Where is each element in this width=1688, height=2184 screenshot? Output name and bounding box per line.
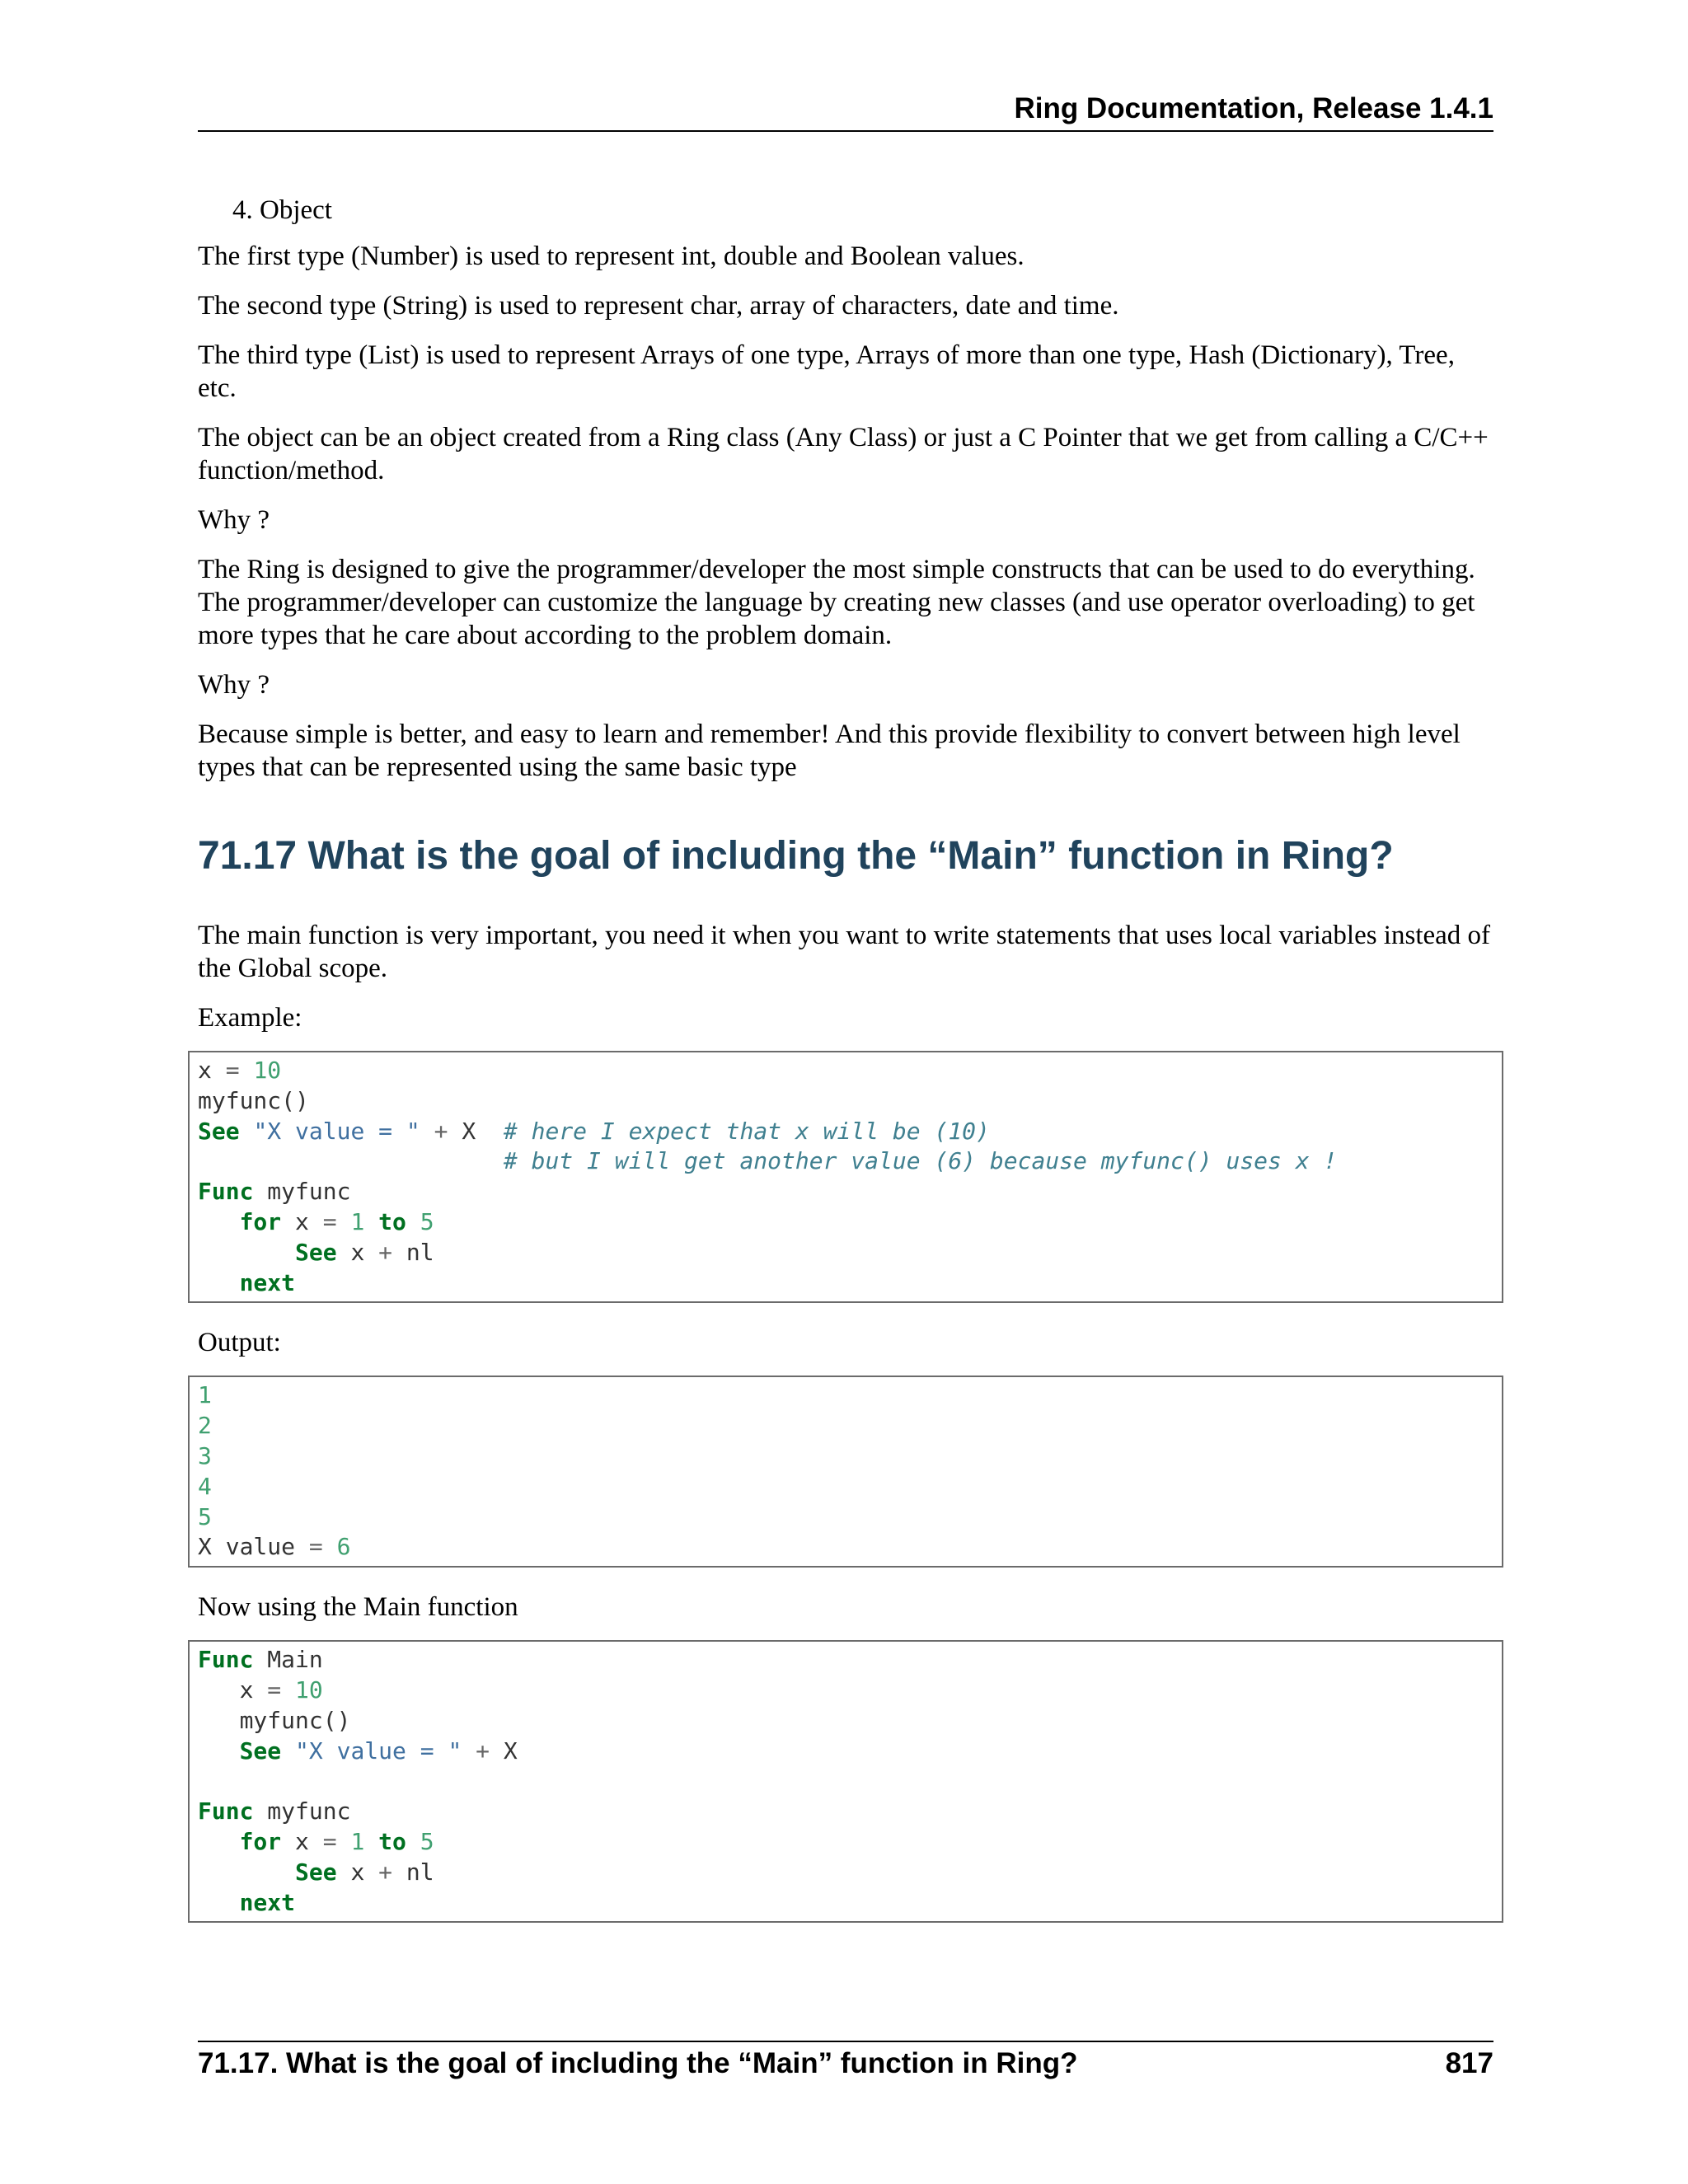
footer-divider bbox=[198, 2041, 1493, 2042]
code-line: next bbox=[239, 1268, 296, 1296]
paragraph-why-2: Why ? bbox=[198, 670, 270, 700]
list-item bbox=[232, 194, 1493, 227]
code-block-example bbox=[188, 1051, 1503, 1303]
example-label: Example: bbox=[198, 1003, 302, 1033]
code-line: next bbox=[239, 1888, 296, 1916]
code-line: # but I will get another value (6) because myfunc() uses x ! bbox=[503, 1147, 1338, 1175]
list-item-number: 4. bbox=[232, 195, 253, 225]
code-line: for x = 1 to 5 bbox=[239, 1207, 434, 1235]
code-line: Func myfunc bbox=[198, 1797, 351, 1825]
output-line: 3 bbox=[198, 1441, 212, 1469]
output-line: 1 bbox=[198, 1381, 212, 1409]
list-item-text: Object bbox=[260, 195, 332, 225]
running-header: Ring Documentation, Release 1.4.1 bbox=[1014, 92, 1493, 124]
code-line bbox=[198, 1766, 1493, 1797]
output-line: 5 bbox=[198, 1502, 212, 1530]
code-line: Func myfunc bbox=[198, 1178, 351, 1206]
paragraph-simple: Because simple is better, and easy to learn and remember! And this provide flexibility to convert between high level types that can be represented using the same basic type bbox=[198, 719, 1461, 782]
code-line: See "X value = " + X # here I expect that x will be (10) bbox=[198, 1117, 990, 1145]
paragraph-design: The Ring is designed to give the programmer/developer the most simple constructs that can be used to do everything. The programmer/developer can customize the language by creating new classes (and use operator overloading) to get more types that he care about according to the problem domain. bbox=[198, 555, 1475, 650]
code-line: See x + nl bbox=[295, 1858, 434, 1886]
header-divider bbox=[198, 130, 1493, 132]
paragraph-list-type: The third type (List) is used to represent Arrays of one type, Arrays of more than one type, Hash (Dictionary), Tree, etc. bbox=[198, 340, 1455, 403]
code-line: See x + nl bbox=[295, 1238, 434, 1266]
output-label: Output: bbox=[198, 1328, 281, 1358]
code-block-output bbox=[188, 1376, 1503, 1568]
code-line: myfunc() bbox=[198, 1086, 309, 1114]
section-heading: 71.17 What is the goal of including the “Main” function in Ring? bbox=[198, 834, 1394, 878]
code-line: for x = 1 to 5 bbox=[239, 1827, 434, 1855]
code-line: x = 10 bbox=[239, 1675, 323, 1704]
code-line: Func Main bbox=[198, 1646, 323, 1674]
section-intro: The main function is very important, you need it when you want to write statements that uses local variables instead of the Global scope. bbox=[198, 921, 1491, 983]
code-line: See "X value = " + X bbox=[239, 1736, 518, 1765]
page-content bbox=[198, 194, 1493, 1946]
page-number: 817 bbox=[1445, 2047, 1493, 2079]
footer-section-title: 71.17. What is the goal of including the “Main” function in Ring? bbox=[198, 2047, 1078, 2079]
code-block-main bbox=[188, 1640, 1503, 1923]
paragraph-object-type: The object can be an object created from a Ring class (Any Class) or just a C Pointer that we get from calling a C/C++ function/method. bbox=[198, 423, 1489, 485]
code-line: x = 10 bbox=[198, 1057, 282, 1084]
output-line: 4 bbox=[198, 1472, 212, 1500]
paragraph-why-1: Why ? bbox=[198, 505, 270, 535]
output-line: 2 bbox=[198, 1412, 212, 1440]
now-label: Now using the Main function bbox=[198, 1592, 518, 1623]
code-line: myfunc() bbox=[239, 1706, 351, 1734]
paragraph-string-type: The second type (String) is used to represent char, array of characters, date and time. bbox=[198, 291, 1119, 321]
output-line: X value = 6 bbox=[198, 1533, 351, 1561]
paragraph-number-type: The first type (Number) is used to represent int, double and Boolean values. bbox=[198, 241, 1025, 271]
